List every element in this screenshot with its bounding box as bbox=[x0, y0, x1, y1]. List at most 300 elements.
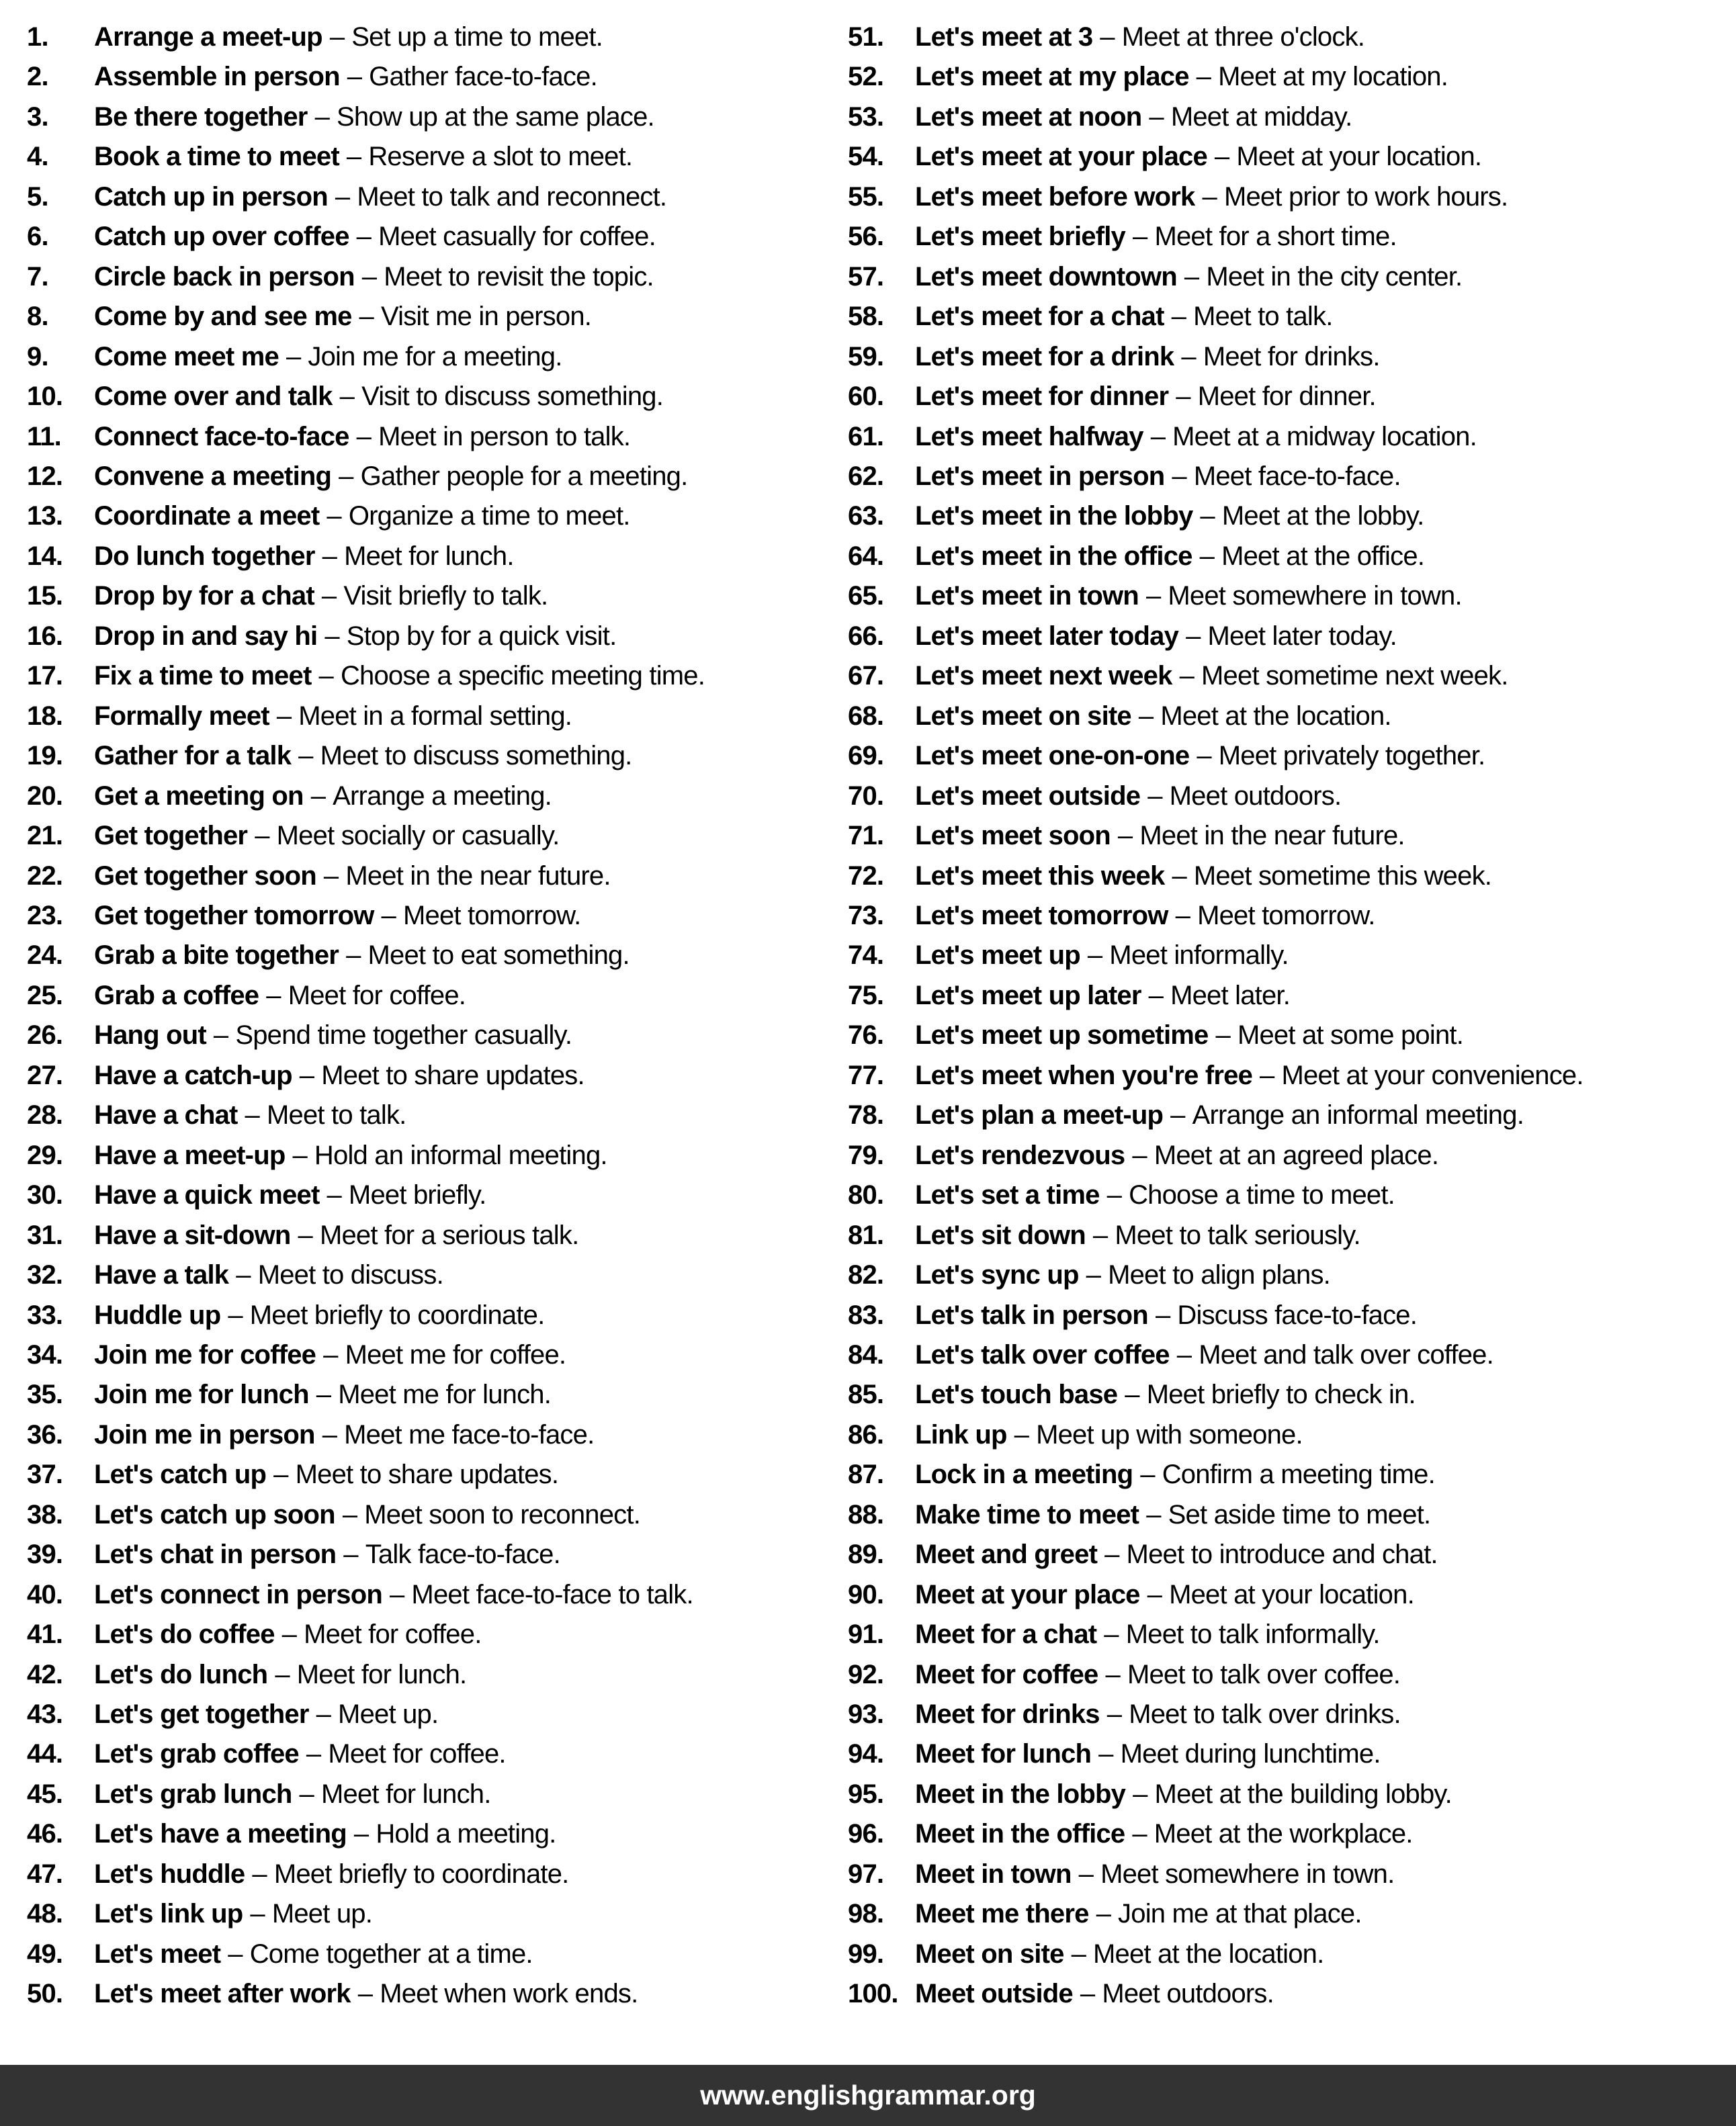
item-number: 27. bbox=[27, 1060, 63, 1090]
item-text bbox=[915, 1535, 1731, 1575]
list-item bbox=[27, 1775, 836, 1814]
item-phrase: Gather for a talk bbox=[94, 741, 292, 771]
list-item bbox=[848, 1335, 1731, 1375]
list-item bbox=[27, 57, 836, 97]
item-definition: Meet to talk informally. bbox=[1125, 1620, 1380, 1650]
item-definition: Meet for coffee. bbox=[328, 1739, 506, 1769]
item-text bbox=[915, 736, 1731, 776]
item-number: 11. bbox=[27, 421, 61, 451]
item-phrase: Formally meet bbox=[94, 701, 269, 731]
item-separator-dash: – bbox=[1171, 302, 1186, 332]
item-phrase: Let's do lunch bbox=[94, 1659, 268, 1689]
list-item bbox=[848, 1216, 1731, 1255]
item-text bbox=[94, 1455, 836, 1495]
item-phrase: Let's huddle bbox=[94, 1859, 245, 1889]
item-text bbox=[94, 177, 836, 217]
item-separator-dash: – bbox=[1170, 1100, 1185, 1131]
item-phrase: Be there together bbox=[94, 101, 308, 132]
item-text bbox=[915, 496, 1731, 536]
item-text bbox=[94, 1255, 836, 1295]
item-separator-dash: – bbox=[323, 1339, 338, 1370]
list-item bbox=[848, 1255, 1731, 1295]
item-text bbox=[94, 1016, 836, 1055]
item-number: 91. bbox=[848, 1620, 884, 1650]
list-item bbox=[848, 1375, 1731, 1415]
item-separator-dash: – bbox=[1148, 980, 1164, 1010]
item-definition: Spend time together casually. bbox=[235, 1020, 572, 1051]
item-definition: Meet for lunch. bbox=[296, 1659, 467, 1689]
item-number: 95. bbox=[848, 1779, 884, 1809]
item-text bbox=[915, 697, 1731, 736]
item-number: 58. bbox=[848, 302, 884, 332]
item-phrase: Have a chat bbox=[94, 1100, 238, 1131]
item-definition: Meet socially or casually. bbox=[276, 821, 560, 851]
item-separator-dash: – bbox=[245, 1100, 259, 1131]
item-definition: Meet later today. bbox=[1207, 621, 1397, 651]
item-text bbox=[94, 1655, 836, 1695]
list-item bbox=[27, 777, 836, 816]
item-number: 23. bbox=[27, 900, 63, 930]
item-number: 25. bbox=[27, 980, 63, 1010]
item-phrase: Let's meet after work bbox=[94, 1979, 351, 2009]
list-item bbox=[848, 1655, 1731, 1695]
list-item bbox=[27, 1296, 836, 1335]
item-separator-dash: – bbox=[1172, 461, 1186, 491]
item-separator-dash: – bbox=[1150, 421, 1166, 451]
list-item bbox=[27, 1415, 836, 1455]
item-definition: Meet to eat something. bbox=[367, 940, 630, 971]
item-phrase: Let's talk over coffee bbox=[915, 1339, 1170, 1370]
item-phrase: Get together bbox=[94, 821, 248, 851]
item-number: 87. bbox=[848, 1460, 884, 1490]
item-number: 88. bbox=[848, 1499, 884, 1530]
item-text bbox=[94, 537, 836, 576]
footer-bar bbox=[0, 2065, 1736, 2126]
item-number: 59. bbox=[848, 341, 884, 371]
item-number: 33. bbox=[27, 1300, 63, 1330]
item-phrase: Let's meet in town bbox=[915, 581, 1139, 611]
item-phrase: Let's meet up bbox=[915, 940, 1080, 971]
item-number: 90. bbox=[848, 1579, 884, 1609]
list-item bbox=[848, 1056, 1731, 1096]
list-item bbox=[848, 617, 1731, 656]
item-definition: Meet up with someone. bbox=[1036, 1419, 1303, 1450]
item-phrase: Convene a meeting bbox=[94, 461, 332, 491]
item-phrase: Join me for lunch bbox=[94, 1380, 309, 1410]
list-item bbox=[848, 1176, 1731, 1215]
item-number: 19. bbox=[27, 741, 63, 771]
item-definition: Meet me for coffee. bbox=[345, 1339, 566, 1370]
list-item bbox=[848, 1296, 1731, 1335]
item-phrase: Let's grab coffee bbox=[94, 1739, 299, 1769]
item-separator-dash: – bbox=[299, 1779, 314, 1809]
item-phrase: Let's meet at noon bbox=[915, 101, 1142, 132]
item-definition: Meet outdoors. bbox=[1169, 781, 1342, 811]
item-number: 94. bbox=[848, 1739, 884, 1769]
list-item bbox=[848, 1935, 1731, 1974]
list-item bbox=[848, 656, 1731, 696]
list-item bbox=[27, 1615, 836, 1654]
item-text bbox=[94, 457, 836, 496]
item-phrase: Let's meet bbox=[94, 1939, 221, 1969]
item-number: 4. bbox=[27, 142, 48, 172]
item-text bbox=[94, 297, 836, 337]
item-number: 68. bbox=[848, 701, 884, 731]
item-definition: Meet to discuss. bbox=[257, 1260, 443, 1290]
item-separator-dash: – bbox=[318, 661, 333, 691]
item-number: 70. bbox=[848, 781, 884, 811]
item-separator-dash: – bbox=[298, 741, 313, 771]
item-text bbox=[915, 337, 1731, 377]
list-item bbox=[27, 976, 836, 1016]
item-definition: Visit to discuss something. bbox=[361, 382, 664, 412]
item-separator-dash: – bbox=[381, 900, 396, 930]
item-phrase: Let's meet in the lobby bbox=[915, 501, 1193, 531]
item-text bbox=[94, 1894, 836, 1934]
list-item bbox=[27, 816, 836, 856]
item-number: 56. bbox=[848, 222, 884, 252]
item-number: 48. bbox=[27, 1899, 63, 1929]
list-item bbox=[27, 936, 836, 975]
item-text bbox=[915, 257, 1731, 297]
item-separator-dash: – bbox=[1125, 1380, 1139, 1410]
item-text bbox=[915, 1335, 1731, 1375]
list-item bbox=[848, 1575, 1731, 1615]
item-separator-dash: – bbox=[1179, 661, 1195, 691]
item-number: 61. bbox=[848, 421, 884, 451]
item-number: 38. bbox=[27, 1499, 63, 1530]
item-definition: Meet for dinner. bbox=[1197, 382, 1376, 412]
item-separator-dash: – bbox=[276, 701, 292, 731]
list-item bbox=[848, 1974, 1731, 2014]
item-text bbox=[94, 976, 836, 1016]
item-text bbox=[94, 217, 836, 257]
item-separator-dash: – bbox=[1132, 1140, 1147, 1170]
item-phrase: Fix a time to meet bbox=[94, 661, 312, 691]
item-separator-dash: – bbox=[299, 1060, 314, 1090]
item-definition: Meet at a midway location. bbox=[1172, 421, 1477, 451]
list-item bbox=[848, 1775, 1731, 1814]
item-phrase: Have a catch-up bbox=[94, 1060, 292, 1090]
list-item bbox=[27, 297, 836, 337]
list-item bbox=[27, 97, 836, 137]
item-phrase: Have a sit-down bbox=[94, 1220, 291, 1250]
item-phrase: Let's meet at your place bbox=[915, 142, 1207, 172]
list-item bbox=[848, 177, 1731, 217]
item-number: 73. bbox=[848, 900, 884, 930]
list-item bbox=[27, 1535, 836, 1575]
list-item bbox=[27, 1814, 836, 1854]
list-item bbox=[27, 1096, 836, 1135]
item-separator-dash: – bbox=[310, 781, 326, 811]
list-item bbox=[848, 1096, 1731, 1135]
item-definition: Gather people for a meeting. bbox=[360, 461, 688, 491]
item-definition: Meet to discuss something. bbox=[320, 741, 632, 771]
item-definition: Meet later. bbox=[1170, 980, 1291, 1010]
item-separator-dash: – bbox=[361, 261, 377, 292]
list-item bbox=[848, 1415, 1731, 1455]
item-definition: Arrange an informal meeting. bbox=[1192, 1100, 1524, 1131]
item-definition: Meet at the building lobby. bbox=[1154, 1779, 1452, 1809]
list-item bbox=[27, 1016, 836, 1055]
item-phrase: Let's set a time bbox=[915, 1180, 1100, 1210]
item-text bbox=[94, 97, 836, 137]
item-phrase: Let's meet in person bbox=[915, 461, 1165, 491]
item-text bbox=[915, 1136, 1731, 1176]
item-number: 47. bbox=[27, 1859, 63, 1889]
item-number: 21. bbox=[27, 821, 63, 851]
item-separator-dash: – bbox=[323, 860, 339, 891]
list-item bbox=[27, 137, 836, 177]
list-item bbox=[27, 217, 836, 257]
item-phrase: Let's meet later today bbox=[915, 621, 1179, 651]
item-definition: Join me at that place. bbox=[1118, 1899, 1362, 1929]
list-item bbox=[27, 377, 836, 416]
item-text bbox=[94, 377, 836, 416]
item-definition: Meet in the city center. bbox=[1206, 261, 1463, 292]
item-text bbox=[94, 1495, 836, 1535]
item-number: 78. bbox=[848, 1100, 884, 1131]
item-phrase: Have a meet-up bbox=[94, 1140, 286, 1170]
item-text bbox=[915, 1935, 1731, 1974]
list-item bbox=[27, 1176, 836, 1215]
item-separator-dash: – bbox=[1138, 701, 1154, 731]
item-phrase: Meet on site bbox=[915, 1939, 1064, 1969]
list-item bbox=[27, 896, 836, 936]
item-number: 34. bbox=[27, 1339, 63, 1370]
item-text bbox=[915, 1894, 1731, 1934]
item-text bbox=[94, 1216, 836, 1255]
item-definition: Meet face-to-face to talk. bbox=[411, 1579, 693, 1609]
item-separator-dash: – bbox=[275, 1659, 290, 1689]
item-text bbox=[94, 856, 836, 896]
item-separator-dash: – bbox=[1092, 1220, 1108, 1250]
item-phrase: Make time to meet bbox=[915, 1499, 1139, 1530]
item-text bbox=[94, 936, 836, 975]
item-separator-dash: – bbox=[266, 980, 281, 1010]
item-text bbox=[94, 1375, 836, 1415]
item-definition: Meet sometime this week. bbox=[1193, 860, 1492, 891]
list-item bbox=[27, 1974, 836, 2014]
item-definition: Meet up. bbox=[271, 1899, 373, 1929]
list-item bbox=[848, 457, 1731, 496]
item-definition: Hold an informal meeting. bbox=[314, 1140, 607, 1170]
item-number: 46. bbox=[27, 1819, 63, 1849]
item-text bbox=[915, 656, 1731, 696]
item-separator-dash: – bbox=[359, 302, 374, 332]
item-phrase: Drop by for a chat bbox=[94, 581, 314, 611]
item-number: 80. bbox=[848, 1180, 884, 1210]
list-item bbox=[27, 1255, 836, 1295]
item-definition: Gather face-to-face. bbox=[369, 62, 597, 92]
item-phrase: Coordinate a meet bbox=[94, 501, 320, 531]
item-text bbox=[915, 17, 1731, 57]
item-separator-dash: – bbox=[1098, 1739, 1113, 1769]
list-item bbox=[27, 1575, 836, 1615]
item-phrase: Meet at your place bbox=[915, 1579, 1140, 1609]
item-definition: Meet at the workplace. bbox=[1154, 1819, 1413, 1849]
item-number: 20. bbox=[27, 781, 63, 811]
item-definition: Meet to revisit the topic. bbox=[384, 261, 654, 292]
item-separator-dash: – bbox=[1184, 261, 1199, 292]
list-item bbox=[27, 1455, 836, 1495]
item-number: 64. bbox=[848, 541, 884, 571]
item-definition: Set aside time to meet. bbox=[1168, 1499, 1431, 1530]
item-phrase: Let's meet for dinner bbox=[915, 382, 1169, 412]
list-item bbox=[27, 856, 836, 896]
item-phrase: Come meet me bbox=[94, 341, 279, 371]
list-item bbox=[27, 177, 836, 217]
item-definition: Meet when work ends. bbox=[380, 1979, 638, 2009]
item-definition: Meet at your location. bbox=[1236, 142, 1482, 172]
item-number: 50. bbox=[27, 1979, 63, 2009]
item-phrase: Meet in the lobby bbox=[915, 1779, 1126, 1809]
item-number: 53. bbox=[848, 101, 884, 132]
item-text bbox=[94, 1176, 836, 1215]
item-separator-dash: – bbox=[324, 621, 339, 651]
item-number: 65. bbox=[848, 581, 884, 611]
item-text bbox=[94, 1775, 836, 1814]
item-phrase: Let's meet when you're free bbox=[915, 1060, 1253, 1090]
item-number: 6. bbox=[27, 222, 48, 252]
list-item bbox=[27, 496, 836, 536]
list-item bbox=[848, 896, 1731, 936]
list-item bbox=[848, 1855, 1731, 1894]
item-separator-dash: – bbox=[1133, 1779, 1147, 1809]
list-column-left bbox=[27, 17, 836, 2014]
item-phrase: Let's meet next week bbox=[915, 661, 1172, 691]
item-phrase: Let's meet for a drink bbox=[915, 341, 1174, 371]
list-item bbox=[27, 1655, 836, 1695]
item-phrase: Let's meet this week bbox=[915, 860, 1165, 891]
item-separator-dash: – bbox=[1096, 1899, 1111, 1929]
item-separator-dash: – bbox=[228, 1300, 243, 1330]
item-text bbox=[94, 656, 836, 696]
item-phrase: Drop in and say hi bbox=[94, 621, 318, 651]
item-separator-dash: – bbox=[1186, 621, 1201, 651]
list-item bbox=[27, 1695, 836, 1734]
item-separator-dash: – bbox=[1104, 1620, 1119, 1650]
item-number: 75. bbox=[848, 980, 884, 1010]
item-separator-dash: – bbox=[1100, 22, 1115, 52]
item-separator-dash: – bbox=[250, 1899, 265, 1929]
item-number: 83. bbox=[848, 1300, 884, 1330]
item-definition: Meet to introduce and chat. bbox=[1126, 1540, 1438, 1570]
item-text bbox=[915, 1016, 1731, 1055]
item-text bbox=[915, 297, 1731, 337]
item-phrase: Arrange a meet-up bbox=[94, 22, 322, 52]
list-item bbox=[27, 1136, 836, 1176]
item-separator-dash: – bbox=[346, 940, 361, 971]
item-separator-dash: – bbox=[356, 421, 372, 451]
item-phrase: Let's grab lunch bbox=[94, 1779, 292, 1809]
item-definition: Meet to talk. bbox=[1193, 302, 1333, 332]
item-phrase: Meet me there bbox=[915, 1899, 1089, 1929]
item-text bbox=[915, 1096, 1731, 1135]
item-definition: Meet in a formal setting. bbox=[298, 701, 572, 731]
list-item bbox=[848, 1016, 1731, 1055]
item-number: 97. bbox=[848, 1859, 884, 1889]
item-number: 99. bbox=[848, 1939, 884, 1969]
item-number: 36. bbox=[27, 1419, 63, 1450]
item-phrase: Let's meet up sometime bbox=[915, 1020, 1209, 1051]
item-number: 89. bbox=[848, 1540, 884, 1570]
item-definition: Meet to talk over drinks. bbox=[1129, 1699, 1401, 1730]
list-item bbox=[848, 1695, 1731, 1734]
item-definition: Meet at your location. bbox=[1169, 1579, 1414, 1609]
list-item bbox=[27, 537, 836, 576]
item-text bbox=[915, 177, 1731, 217]
item-separator-dash: – bbox=[1104, 1540, 1119, 1570]
item-phrase: Let's connect in person bbox=[94, 1579, 382, 1609]
item-number: 96. bbox=[848, 1819, 884, 1849]
item-separator-dash: – bbox=[1014, 1419, 1029, 1450]
item-number: 45. bbox=[27, 1779, 63, 1809]
item-number: 12. bbox=[27, 461, 63, 491]
item-number: 28. bbox=[27, 1100, 63, 1131]
item-text bbox=[94, 57, 836, 97]
item-number: 74. bbox=[848, 940, 884, 971]
item-definition: Meet briefly to check in. bbox=[1146, 1380, 1416, 1410]
item-phrase: Let's plan a meet-up bbox=[915, 1100, 1164, 1131]
list-item bbox=[848, 417, 1731, 457]
item-definition: Meet me face-to-face. bbox=[344, 1419, 595, 1450]
item-number: 100. bbox=[848, 1979, 898, 2009]
list-item bbox=[848, 496, 1731, 536]
item-definition: Meet and talk over coffee. bbox=[1199, 1339, 1493, 1370]
item-text bbox=[915, 1615, 1731, 1654]
item-phrase: Have a quick meet bbox=[94, 1180, 320, 1210]
item-number: 43. bbox=[27, 1699, 63, 1730]
item-number: 71. bbox=[848, 821, 884, 851]
item-definition: Meet at the office. bbox=[1221, 541, 1425, 571]
item-separator-dash: – bbox=[1133, 222, 1147, 252]
item-separator-dash: – bbox=[343, 1540, 358, 1570]
item-separator-dash: – bbox=[255, 821, 269, 851]
list-item bbox=[848, 57, 1731, 97]
item-phrase: Let's meet on site bbox=[915, 701, 1131, 731]
item-phrase: Let's meet for a chat bbox=[915, 302, 1164, 332]
item-separator-dash: – bbox=[353, 1819, 369, 1849]
list-item bbox=[27, 457, 836, 496]
item-phrase: Catch up over coffee bbox=[94, 222, 349, 252]
item-definition: Set up a time to meet. bbox=[351, 22, 603, 52]
item-separator-dash: – bbox=[389, 1579, 404, 1609]
item-text bbox=[915, 1455, 1731, 1495]
item-separator-dash: – bbox=[1117, 821, 1133, 851]
item-phrase: Let's meet one-on-one bbox=[915, 741, 1190, 771]
item-separator-dash: – bbox=[1132, 1819, 1147, 1849]
item-definition: Meet prior to work hours. bbox=[1223, 181, 1508, 212]
item-number: 10. bbox=[27, 382, 63, 412]
list-item bbox=[848, 217, 1731, 257]
item-separator-dash: – bbox=[281, 1620, 297, 1650]
item-definition: Arrange a meeting. bbox=[333, 781, 552, 811]
list-item bbox=[27, 736, 836, 776]
item-phrase: Circle back in person bbox=[94, 261, 355, 292]
item-separator-dash: – bbox=[1260, 1060, 1274, 1090]
item-definition: Meet soon to reconnect. bbox=[364, 1499, 641, 1530]
list-item bbox=[27, 1855, 836, 1894]
item-phrase: Meet for drinks bbox=[915, 1699, 1100, 1730]
item-text bbox=[94, 1855, 836, 1894]
item-phrase: Grab a coffee bbox=[94, 980, 259, 1010]
list-item bbox=[27, 337, 836, 377]
item-separator-dash: – bbox=[1215, 1020, 1230, 1051]
item-text bbox=[915, 97, 1731, 137]
item-text bbox=[94, 17, 836, 57]
item-text bbox=[94, 1056, 836, 1096]
